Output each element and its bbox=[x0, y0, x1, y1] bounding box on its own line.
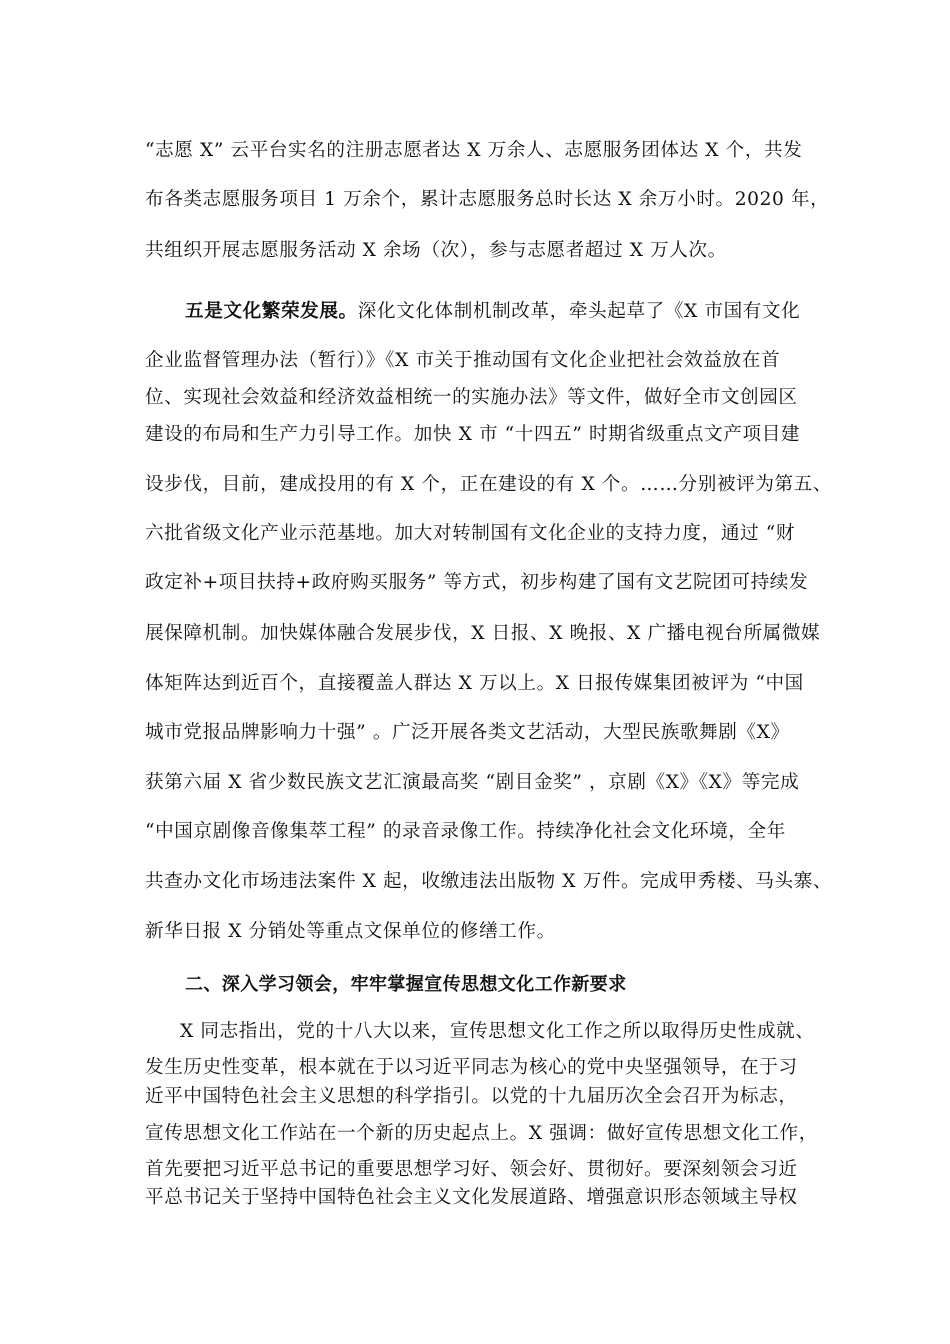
paragraph-line: 体矩阵达到近百个，直接覆盖人群达 X 万以上。X 日报传媒集团被评为 “中国 bbox=[145, 673, 804, 694]
paragraph-line: 宣传思想文化工作站在一个新的历史起点上。X 强调：做好宣传思想文化工作， bbox=[145, 1123, 818, 1144]
paragraph-lead: 五是文化繁荣发展。 bbox=[185, 301, 358, 322]
paragraph-line: 建设的布局和生产力引导工作。加快 X 市 “十四五” 时期省级重点文产项目建 bbox=[145, 424, 801, 445]
paragraph-line: X 同志指出，党的十八大以来，宣传思想文化工作之所以取得历史性成就、 bbox=[180, 1021, 815, 1042]
paragraph-line: 布各类志愿服务项目 1 万余个，累计志愿服务总时长达 X 余万小时。2020 年， bbox=[145, 189, 830, 210]
paragraph-line: “志愿 X” 云平台实名的注册志愿者达 X 万余人、志愿服务团体达 X 个，共发 bbox=[145, 140, 803, 161]
paragraph-line: 发生历史性变革，根本就在于以习近平同志为核心的党中央坚强领导，在于习 bbox=[145, 1057, 798, 1078]
paragraph-line: 首先要把习近平总书记的重要思想学习好、领会好、贯彻好。要深刻领会习近 bbox=[145, 1159, 798, 1180]
paragraph-line: 展保障机制。加快媒体融合发展步伐，X 日报、X 晚报、X 广播电视台所属微媒 bbox=[145, 623, 821, 644]
paragraph-line: 企业监督管理办法（暂行）》《X 市关于推动国有文化企业把社会效益放在首 bbox=[145, 350, 781, 371]
paragraph-line: 共组织开展志愿服务活动 X 余场（次），参与志愿者超过 X 万人次。 bbox=[145, 240, 727, 261]
paragraph-line: 政定补+项目扶持+政府购买服务” 等方式，初步构建了国有文艺院团可持续发 bbox=[145, 572, 809, 593]
paragraph-first-line bbox=[185, 300, 835, 324]
section-heading: 二、深入学习领会，牢牢掌握宣传思想文化工作新要求 bbox=[185, 974, 627, 995]
paragraph-line: 六批省级文化产业示范基地。加大对转制国有文化企业的支持力度，通过 “财 bbox=[145, 523, 796, 544]
paragraph-line: 平总书记关于坚持中国特色社会主义文化发展道路、增强意识形态领域主导权 bbox=[145, 1187, 798, 1208]
paragraph-line: “中国京剧像音像集萃工程” 的录音录像工作。持续净化社会文化环境，全年 bbox=[145, 821, 786, 842]
paragraph-line: 共查办文化市场违法案件 X 起，收缴违法出版物 X 万件。完成甲秀楼、马头寨、 bbox=[145, 871, 833, 892]
paragraph-line: 近平中国特色社会主义思想的科学指引。以党的十九届历次全会召开为标志， bbox=[145, 1086, 798, 1107]
paragraph-line: 城市党报品牌影响力十强” 。广泛开展各类文艺活动，大型民族歌舞剧《X》 bbox=[145, 722, 790, 743]
paragraph-line: 设步伐，目前，建成投用的有 X 个，正在建设的有 X 个。……分别被评为第五、 bbox=[145, 474, 833, 495]
paragraph-line: 新华日报 X 分销处等重点文保单位的修缮工作。 bbox=[145, 921, 556, 942]
paragraph-line: 位、实现社会效益和经济效益相统一的实施办法》等文件，做好全市文创园区 bbox=[145, 387, 798, 408]
paragraph-text: 深化文化体制机制改革，牵头起草了《X 市国有文化 bbox=[357, 301, 801, 322]
paragraph-line: 获第六届 X 省少数民族文艺汇演最高奖 “剧目金奖” ，京剧《X》《X》等完成 bbox=[145, 772, 800, 793]
